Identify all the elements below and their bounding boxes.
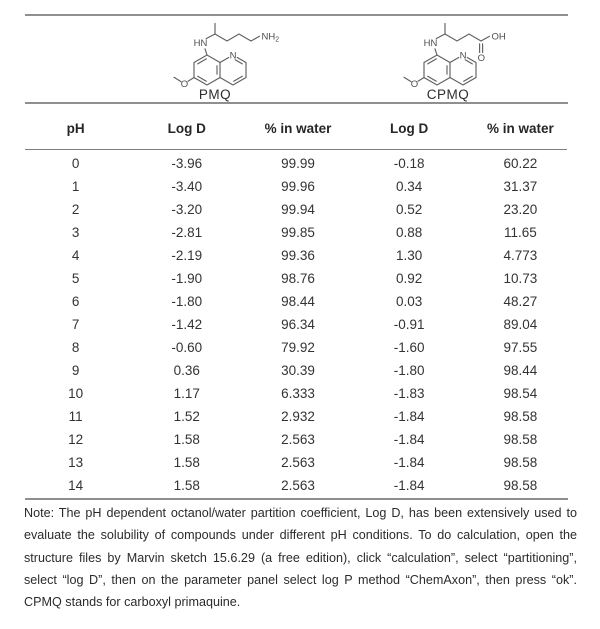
- table-cell: 60.22: [503, 156, 538, 171]
- table-cell: 98.58: [503, 409, 538, 424]
- table-cell: -1.60: [393, 340, 425, 355]
- table-row: [20, 221, 576, 244]
- column-header-0: pH: [66, 120, 85, 136]
- table-cell: -0.18: [393, 156, 425, 171]
- cpmq-hn-label: HN: [423, 37, 438, 49]
- table-row: [20, 474, 576, 497]
- table-cell: 12: [68, 432, 84, 447]
- table-cell: 98.58: [503, 478, 538, 493]
- table-cell: 1.58: [173, 478, 200, 493]
- table-cell: 6: [71, 294, 80, 309]
- pmq-methoxy-o-label: O: [180, 79, 189, 90]
- cpmq-ring-bonds: [424, 55, 450, 85]
- pmq-nh2-label: $NH_2$: [261, 31, 280, 44]
- table-cell: 98.44: [503, 363, 538, 378]
- table-cell: -3.20: [171, 202, 203, 217]
- table-cell: 1.30: [396, 248, 423, 263]
- table-row: [20, 359, 576, 382]
- table-cell: 5: [71, 271, 80, 286]
- table-cell: 6.333: [281, 386, 315, 401]
- table-cell: 2.932: [281, 409, 315, 424]
- table-row: [20, 152, 576, 175]
- table-cell: -1.84: [393, 432, 425, 447]
- table-cell: 1.52: [173, 409, 200, 424]
- table-cell: 98.76: [281, 271, 315, 286]
- table-cell: 2.563: [281, 478, 315, 493]
- table-cell: 10: [68, 386, 84, 401]
- table-cell: 9: [71, 363, 80, 378]
- table-row: [20, 267, 576, 290]
- table-cell: 98.54: [503, 386, 538, 401]
- table-cell: 0.52: [396, 202, 423, 217]
- cpmq-oh-label: OH: [491, 31, 506, 43]
- table-cell: -1.42: [171, 317, 203, 332]
- table-cell: 0.03: [396, 294, 423, 309]
- table-cell: 3: [71, 225, 80, 240]
- table-cell: -1.84: [393, 455, 425, 470]
- table-cell: 4: [71, 248, 80, 263]
- table-cell: 96.34: [281, 317, 315, 332]
- pmq-compound-label: PMQ: [198, 87, 232, 102]
- table-cell: 99.99: [281, 156, 315, 171]
- table-cell: 79.92: [281, 340, 315, 355]
- pmq-ring-n-label: N: [229, 50, 237, 62]
- table-cell: -1.80: [171, 294, 203, 309]
- table-cell: 1.17: [173, 386, 200, 401]
- header-underline: [25, 149, 567, 150]
- pmq-hn-label: HN: [193, 37, 208, 49]
- cpmq-methoxy-o-label: O: [410, 79, 419, 90]
- table-cell: 2: [71, 202, 80, 217]
- table-cell: 1: [71, 179, 80, 194]
- table-cell: 0.36: [173, 363, 200, 378]
- table-cell: 30.39: [281, 363, 315, 378]
- table-cell: 98.58: [503, 432, 538, 447]
- table-cell: 99.96: [281, 179, 315, 194]
- table-cell: -1.90: [171, 271, 203, 286]
- column-header-1: Log D: [167, 120, 206, 136]
- table-cell: 31.37: [503, 179, 538, 194]
- table-row: [20, 198, 576, 221]
- table-cell: 2.563: [281, 455, 315, 470]
- pmq-structure: [160, 10, 310, 105]
- table-cell: 13: [68, 455, 84, 470]
- table-cell: 48.27: [503, 294, 538, 309]
- cpmq-structure: [390, 10, 540, 105]
- table-cell: 0.34: [396, 179, 423, 194]
- table-cell: 98.44: [281, 294, 315, 309]
- table-cell: 14: [68, 478, 84, 493]
- table-row: [20, 290, 576, 313]
- table-cell: 1.58: [173, 432, 200, 447]
- table-cell: 99.36: [281, 248, 315, 263]
- table-cell: 23.20: [503, 202, 538, 217]
- table-cell: -0.60: [171, 340, 203, 355]
- table-note: Note: The pH dependent octanol/water partition coefficient, Log D, has been extensively used to evaluate the solubility of compounds under different pH conditions. To do calculation, open the structure files by Marvin sketch 15.6.29 (a free edition), click “calculation”, select “partitioning”, select “log D”, then on the parameter panel select log P method “ChemAxon”, then press “ok”. CPMQ stands for carboxyl primaquine.: [24, 506, 577, 610]
- table-cell: 8: [71, 340, 80, 355]
- table-cell: 4.773: [503, 248, 538, 263]
- table-cell: 99.85: [281, 225, 315, 240]
- table-cell: -1.80: [393, 363, 425, 378]
- table-cell: 10.73: [503, 271, 538, 286]
- table-row: [20, 313, 576, 336]
- cpmq-compound-label: CPMQ: [426, 87, 470, 102]
- structures-bottom-rule: [25, 102, 568, 104]
- table-cell: -3.40: [171, 179, 203, 194]
- table-cell: 0.88: [396, 225, 423, 240]
- table-body: [20, 152, 576, 497]
- table-cell: 0.92: [396, 271, 423, 286]
- table-cell: 11.65: [503, 225, 537, 240]
- table-row: [20, 336, 576, 359]
- table-cell: -1.84: [393, 478, 425, 493]
- table-row: [20, 175, 576, 198]
- column-header-3: Log D: [390, 120, 429, 136]
- table-cell: -3.96: [171, 156, 203, 171]
- table-cell: -2.19: [171, 248, 203, 263]
- cpmq-carbonyl-o-label: O: [477, 53, 485, 64]
- table-cell: 89.04: [503, 317, 538, 332]
- table-row: [20, 382, 576, 405]
- table-cell: -2.81: [171, 225, 203, 240]
- table-row: [20, 428, 576, 451]
- table-row: [20, 244, 576, 267]
- table-header-row: [20, 106, 576, 150]
- table-cell: 98.58: [503, 455, 538, 470]
- table-bottom-rule: [25, 498, 568, 500]
- column-header-2: % in water: [264, 120, 332, 136]
- table-cell: -1.84: [393, 409, 425, 424]
- table-cell: -0.91: [393, 317, 425, 332]
- table-cell: 0: [71, 156, 80, 171]
- table-cell: 11: [68, 409, 83, 424]
- table-cell: -1.83: [393, 386, 425, 401]
- column-header-4: % in water: [486, 120, 554, 136]
- pmq-ring-bonds: [194, 55, 220, 85]
- table-cell: 1.58: [173, 455, 200, 470]
- table-cell: 99.94: [281, 202, 315, 217]
- table-cell: 97.55: [503, 340, 538, 355]
- table-cell: 7: [71, 317, 80, 332]
- table-cell: 2.563: [281, 432, 315, 447]
- cpmq-ring-n-label: N: [459, 50, 467, 62]
- table-row: [20, 451, 576, 474]
- table-row: [20, 405, 576, 428]
